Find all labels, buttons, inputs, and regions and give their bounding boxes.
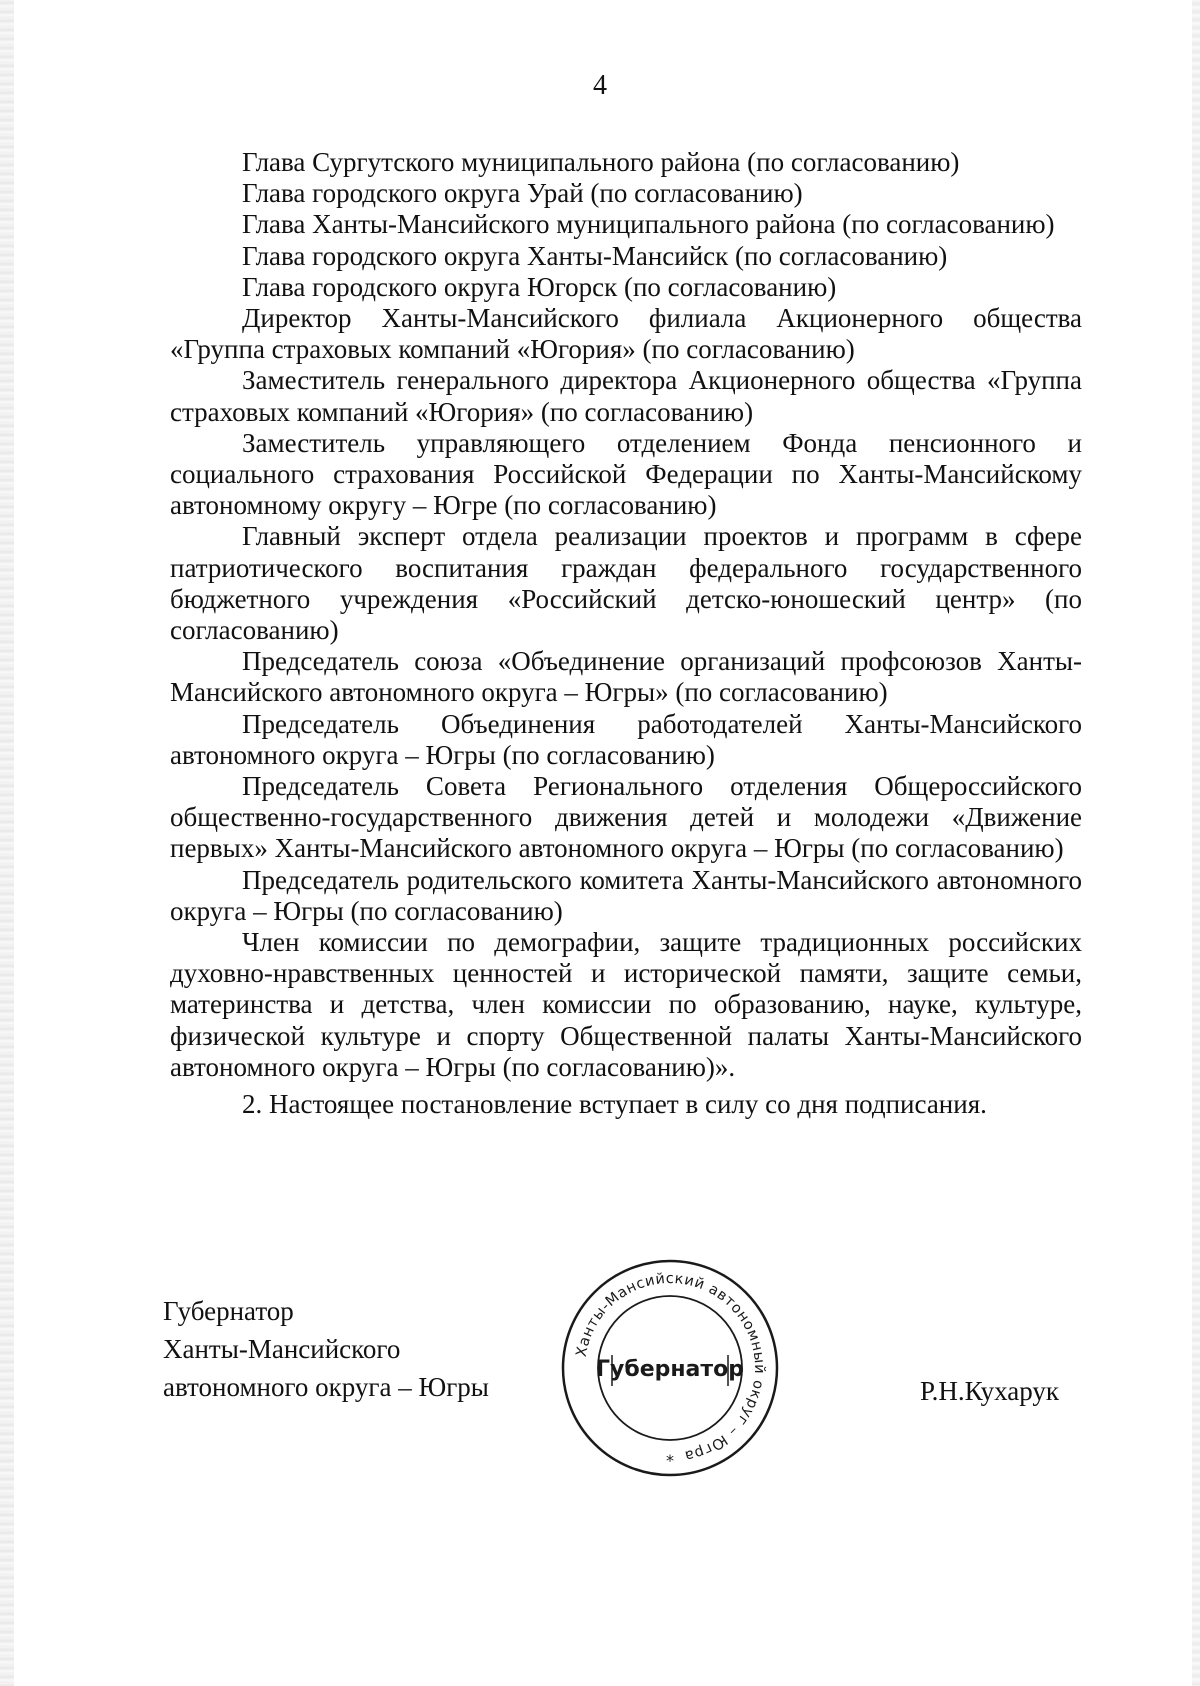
paragraph-chair-movement-first: Председатель Совета Регионального отделения Общероссийского общественно-государственного движения детей и молодежи «Движение первых» Ханты-Мансийского автономного округа – Югры (по согласованию) — [170, 771, 1082, 864]
seal-star: * — [666, 1451, 674, 1470]
signature-title — [163, 1292, 489, 1406]
signature-title-line: автономного округа – Югры — [163, 1372, 489, 1402]
paragraph-chair-parents-committee: Председатель родительского комитета Ханты-Мансийского автономного округа – Югры (по согласованию) — [170, 864, 1082, 926]
paragraph-glava-uray: Глава городского округа Урай (по согласованию) — [242, 178, 803, 209]
paragraph-chair-employers: Председатель Объединения работодателей Ханты-Мансийского автономного округа – Югры (по согласованию) — [170, 708, 1082, 770]
document-body — [170, 147, 1082, 1120]
page-number: 4 — [593, 70, 607, 101]
paragraph-chair-trade-unions: Председатель союза «Объединение организаций профсоюзов Ханты-Мансийского автономного округа – Югры» (по согласованию) — [170, 646, 1082, 708]
paragraph-deputy-yugoria: Заместитель генерального директора Акционерного общества «Группа страховых компаний «Югория» (по согласованию) — [170, 365, 1082, 427]
paragraph-director-yugoria: Директор Ханты-Мансийского филиала Акционерного общества «Группа страховых компаний «Югория» (по согласованию) — [170, 303, 1082, 365]
scan-edge-right — [1192, 0, 1200, 1686]
seal-ring-text: Ханты-Мансийский автономный округ – Югра — [573, 1270, 768, 1464]
paragraph-glava-surgut: Глава Сургутского муниципального района (по согласованию) — [242, 147, 960, 177]
scan-edge-left — [0, 0, 14, 1686]
paragraph-glava-hm-city: Глава городского округа Ханты-Мансийск (по согласованию) — [242, 240, 948, 271]
signature-title-line: Ханты-Мансийского — [163, 1334, 401, 1364]
governor-seal — [560, 1258, 780, 1478]
paragraph-glava-yugorsk: Глава городского округа Югорск (по согласованию) — [242, 271, 837, 302]
paragraph-entry-into-force: 2. Настоящее постановление вступает в силу со дня подписания. — [242, 1089, 987, 1120]
paragraph-member-public-chamber: Член комиссии по демографии, защите традиционных российских духовно-нравственных ценностей и исторической памяти, защите семьи, материнства и детства, член комиссии по образованию, науке, культуре, физической культуре и спорту Общественной палаты Ханты-Мансийского автономного округа – Югры (по согласованию)». — [170, 927, 1082, 1082]
paragraph-deputy-pension-fund: Заместитель управляющего отделением Фонда пенсионного и социального страхования Российской Федерации по Ханты-Мансийскому автономному округу – Югре (по согласованию) — [170, 427, 1082, 521]
paragraph-expert-youth-center: Главный эксперт отдела реализации проектов и программ в сфере патриотического воспитания граждан федерального государственного бюджетного учреждения «Российский детско-юношеский центр» (по согласованию) — [170, 521, 1082, 646]
signature-title-line: Губернатор — [163, 1296, 294, 1326]
paragraph-glava-hm-rayon: Глава Ханты-Мансийского муниципального района (по согласованию) — [242, 209, 1055, 240]
signer-name: Р.Н.Кухарук — [920, 1376, 1060, 1406]
seal-center-text: Губернатор — [595, 1357, 745, 1382]
